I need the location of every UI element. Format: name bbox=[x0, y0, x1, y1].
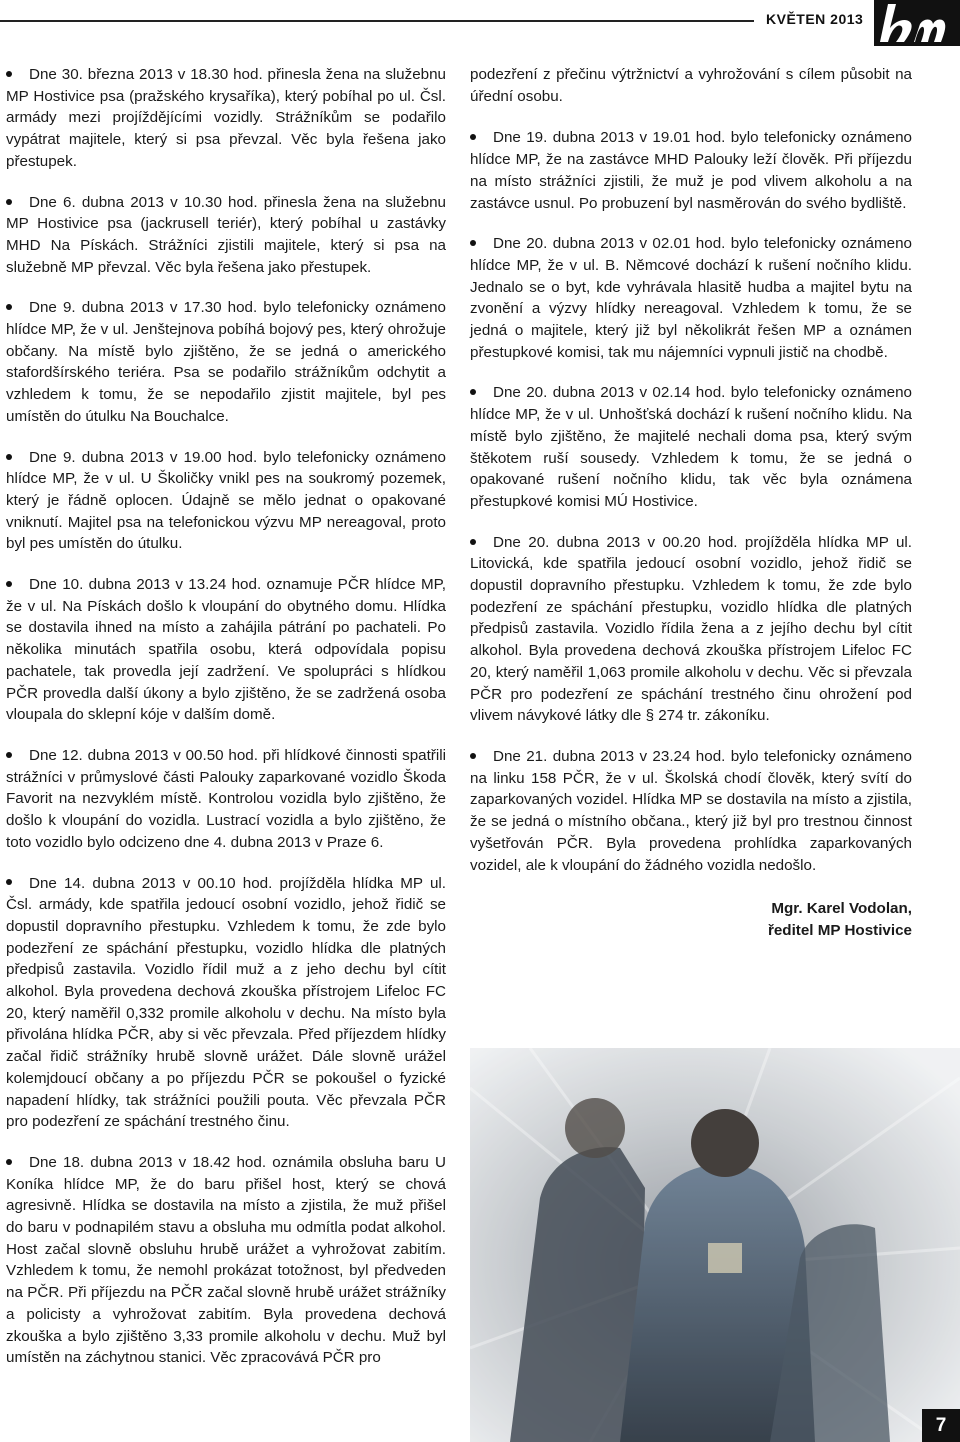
bullet-icon bbox=[6, 879, 12, 885]
signature bbox=[470, 898, 912, 942]
incident-entry: Dne 18. dubna 2013 v 18.42 hod. oznámila obsluha baru U Koníka hlídce MP, že do baru přišel host, který se chová agresivně. Hlídka se dostavila na místo a zjistila, že muž přišel do baru v podnapilém stavu a obsluha mu odmítla podat alkohol. Host začal slovně obsluhu hrubě urážet a vyhrožovat zabitím. Vzhledem k tomu, že nemohl prokázat totožnost, byl předveden na PČR. Při příjezdu na PČR začal slovně hrubě urážet strážníky a policisty a vyhrožovat zabitím. Byla provedena dechová zkouška a bylo zjištěno 3,33 promile alkoholu v dechu. Muž byl umístěn na záchytnou stanici. Věc zpracovává PČR pro bbox=[6, 1153, 446, 1367]
right-column bbox=[470, 64, 912, 942]
continued-text: podezření z přečinu výtržnictví a vyhrožování s cílem působit na úřední osobu. bbox=[470, 66, 912, 105]
incident-entry: Dne 20. dubna 2013 v 02.01 hod. bylo telefonicky oznámeno hlídce MP, že v ul. B. Němcové dochází k rušení nočního klidu. Jednalo se o byt, kde vyhrávala hlasitě hudba a majitel bytu na zvonění a výzvy hlídky nereagoval. Vzhledem k tomu, že se jedná o majitele, který již byl několikrát řešen MP a oznámen přestupkové komisi, tak mu nájemníci vypnuli jistič na chodbě. bbox=[470, 235, 912, 361]
incident-entry: Dne 9. dubna 2013 v 19.00 hod. bylo telefonicky oznámeno hlídce MP, že v ul. U Školičky vnikl pes na soukromý pozemek, který je řádně oplocen. Údajně se mělo jednat o opakované vniknutí. Majitel psa na telefonickou výzvu MP nereagoval, proto byl pes umístěn do útulku. bbox=[6, 448, 446, 553]
incident-entry: Dne 12. dubna 2013 v 00.50 hod. při hlídkové činnosti spatřili strážníci v průmyslové části Palouky zaparkované vozidlo Škoda Favorit na nezvyklém místě. Kontrolou vozidla bylo zjištěno, že došlo k vloupání do vozidla. Lustrací vozidla a bylo zjištěno, že toto vozidlo bylo odcizeno dne 4. dubna 2013 v Praze 6. bbox=[6, 746, 446, 851]
bullet-icon bbox=[6, 71, 12, 77]
bullet-icon bbox=[6, 752, 12, 758]
hm-logo-icon bbox=[874, 0, 960, 46]
police-officers-photo bbox=[470, 1048, 960, 1442]
bullet-icon bbox=[6, 199, 12, 205]
incident-entry: Dne 9. dubna 2013 v 17.30 hod. bylo telefonicky oznámeno hlídce MP, že v ul. Jenštejnova pobíhá bojový pes, který ohrožuje občany. Na místě bylo zjištěno, že se jedná o amerického stafordšírského teriéra. Psa se podařilo strážníkům odchytit a vzhledem k tomu, že se nepodařilo zjistit majitele, byl pes umístěn do útulku Na Bouchalce. bbox=[6, 299, 446, 425]
incident-entry: Dne 30. března 2013 v 18.30 hod. přinesla žena na služebnu MP Hostivice psa (pražského krysaříka), který pobíhal po ul. Čsl. armády mezi projíždějícími vozidly. Strážníkům se podařilo vypátrat majitele, který si psa převzal. Věc byla řešena jako přestupek. bbox=[6, 66, 446, 170]
bullet-icon bbox=[6, 1159, 12, 1165]
incident-entry: Dne 14. dubna 2013 v 00.10 hod. projížděla hlídka MP ul. Čsl. armády, kde spatřila jedoucí osobní vozidlo, jehož řidič se dopustil dopravního přestupku. Vzhledem k tomu, že zde bylo podezření ze spáchání přestupku, vozidlo hlídka dle platných předpisů zastavila. Vozidlo řídil muž a z jeho dechu byl cítit alkohol. Byla provedena dechová zkouška přístrojem Lifeloc FC 20, který naměřil 0,332 promile alkoholu v dechu. Na místo byla přivolána hlídka PČR, aby si věc převzala. Před příjezdem hlídky začal řidič strážníky hrubě slovně urážet. Dále slovně urážel kolemjdoucí občany a po příjezdu PČR se pokoušel o fyzické napadení hlídky, tak strážníci použili pouta. Věc převzala PČR pro podezření ze spáchání trestného činu. bbox=[6, 874, 446, 1131]
bullet-icon bbox=[6, 581, 12, 587]
bullet-icon bbox=[470, 240, 476, 246]
incident-entry: Dne 19. dubna 2013 v 19.01 hod. bylo telefonicky oznámeno hlídce MP, že na zastávce MHD Palouky leží člověk. Při příjezdu na místo strážníci zjistili, že muž je pod vlivem alkoholu a na zastávce usnul. Po probuzení byl nasměrován do svého bydliště. bbox=[470, 129, 912, 212]
incident-entry: Dne 6. dubna 2013 v 10.30 hod. přinesla žena na služebnu MP Hostivice psa (jackrusell teriér), který pobíhal u zastávky MHD Na Pískách. Strážníci zjistili majitele, který si psa na služebně MP převzal. Věc byla řešena jako přestupek. bbox=[6, 193, 446, 276]
issue-date: KVĚTEN 2013 bbox=[766, 11, 864, 27]
incident-entry: Dne 20. dubna 2013 v 00.20 hod. projížděla hlídka MP ul. Litovická, kde spatřila jedoucí osobní vozidlo, jehož řidič se dopustil dopravního přestupku. Vzhledem k tomu, že zde bylo podezření ze spáchání přestupku, vozidlo hlídka dle platných předpisů zastavila. Vozidlo řídila žena a z jejího dechu byl cítit alkohol. Byla provedena dechová zkouška přístrojem Lifeloc FC 20, který naměřil 1,063 promile alkoholu v dechu. Věc si převzala PČR pro podezření ze spáchání trestného činu ohrožení pod vlivem návykové látky dle § 274 tr. zákoníku. bbox=[470, 533, 912, 725]
bullet-icon bbox=[6, 454, 12, 460]
left-column bbox=[6, 64, 446, 1388]
incident-entry: Dne 20. dubna 2013 v 02.14 hod. bylo telefonicky oznámeno hlídce MP, že v ul. Unhošťská dochází k rušení nočního klidu. Na místě bylo zjištěno, že majitelé nechali doma psa, který svým štěkotem ruší sousedy. Vzhledem k tomu, že se jedná o opakované rušení nočního klidu, tak věc byla oznámena přestupkové komisi MÚ Hostivice. bbox=[470, 384, 912, 510]
bullet-icon bbox=[470, 134, 476, 140]
header-rule bbox=[0, 20, 754, 22]
bullet-icon bbox=[6, 304, 12, 310]
signature-name: Mgr. Karel Vodolan, bbox=[771, 900, 912, 918]
bullet-icon bbox=[470, 753, 476, 759]
incident-entry: Dne 21. dubna 2013 v 23.24 hod. bylo telefonicky oznámeno na linku 158 PČR, že v ul. Školská chodí člověk, který svítí do zaparkovaných vozidel. Hlídka MP se dostavila na místo a zjistila, že se jedná o místního občana., který již byl pro trestnou činnost vyšetřován PČR. Byla provedena prohlídka zaparkovaných vozidel, ale k vloupání do žádného vozidla nedošlo. bbox=[470, 747, 912, 874]
incident-entry: Dne 10. dubna 2013 v 13.24 hod. oznamuje PČR hlídce MP, že v ul. Na Pískách došlo k vloupání do obytného domu. Hlídka se dostavila ihned na místo a zahájila pátrání po pachateli. Po několika minutách spatřila osobu, která odpovídala popisu pachatele, tak provedla její zadržení. Ve spolupráci s hlídkou PČR provedla další úkony a bylo zjištěno, že se zadržená osoba vloupala do sklepní kóje v dalším domě. bbox=[6, 576, 446, 724]
bullet-icon bbox=[470, 389, 476, 395]
signature-title: ředitel MP Hostivice bbox=[767, 922, 912, 940]
page-number: 7 bbox=[922, 1409, 960, 1442]
bullet-icon bbox=[470, 539, 476, 545]
